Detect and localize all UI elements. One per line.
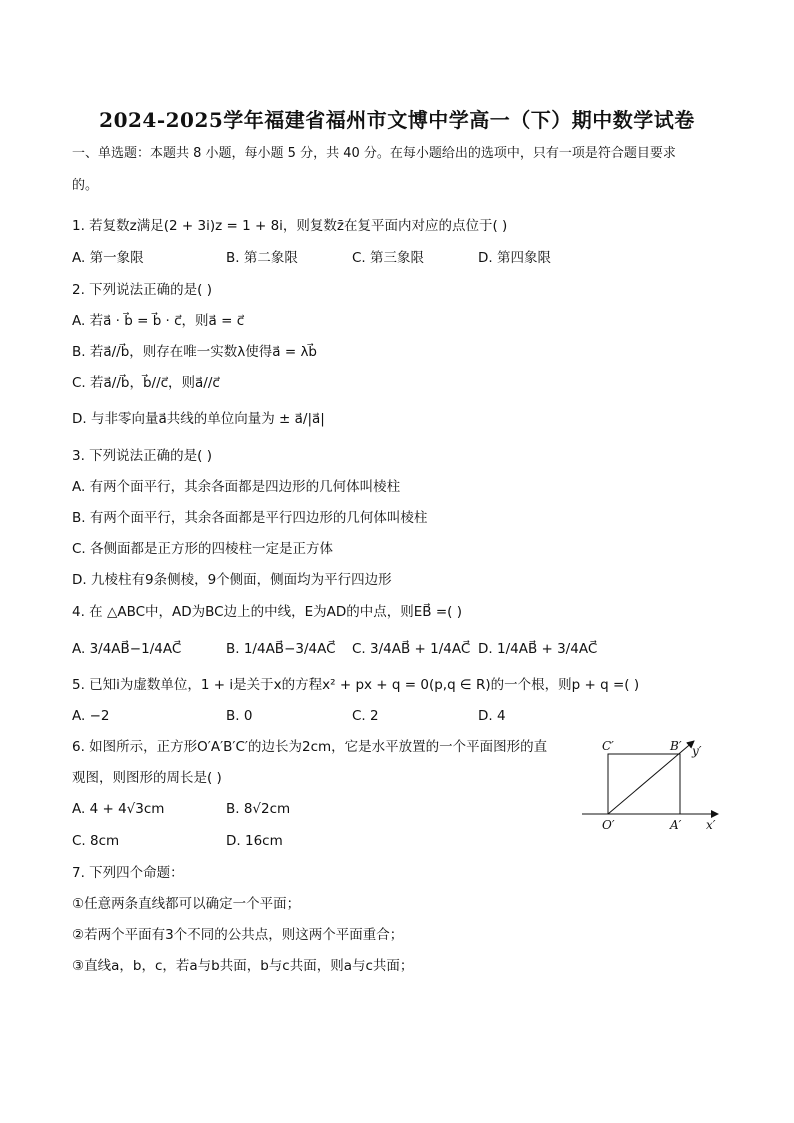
exam-title: 2024-2025学年福建省福州市文博中学高一（下）期中数学试卷 (99, 108, 695, 132)
label-x: x′ (706, 818, 716, 832)
question-6-stem: 6. 如图所示，正方形O′A′B′C′的边长为2cm，它是水平放置的一个平面图形的直 (72, 739, 548, 755)
question-7-stem: 7. 下列四个命题： (72, 865, 184, 881)
question-3-stem: 3. 下列说法正确的是( ) (72, 448, 212, 464)
label-a: A′ (670, 818, 682, 832)
question-6-stem-cont: 观图，则图形的周长是( ) (72, 770, 222, 786)
label-y: y′ (692, 744, 702, 758)
q2-option-d: D. 与非零向量a⃗共线的单位向量为 ± a⃗/|a⃗| (72, 411, 325, 427)
q4-option-d: D. 1/4AB⃗ + 3/4AC⃗ (478, 641, 598, 657)
question-2-stem: 2. 下列说法正确的是( ) (72, 282, 212, 298)
section-header: 一、单选题：本题共 8 小题，每小题 5 分，共 40 分。在每小题给出的选项中，只有一项是符合题目要求 (72, 146, 676, 161)
q4-option-c: C. 3/4AB⃗ + 1/4AC⃗ (352, 641, 471, 657)
q6-figure-square-diagram (578, 733, 728, 843)
q2-option-c: C. 若a⃗//b⃗，b⃗//c⃗，则a⃗//c⃗ (72, 375, 220, 391)
section-header-cont: 的。 (72, 178, 99, 193)
label-c: C′ (602, 739, 614, 753)
question-4-stem: 4. 在 △ABC中，AD为BC边上的中线，E为AD的中点，则EB⃗ =( ) (72, 604, 462, 620)
label-b: B′ (670, 739, 682, 753)
q3-option-b: B. 有两个面平行，其余各面都是平行四边形的几何体叫棱柱 (72, 510, 428, 526)
label-o: O′ (602, 818, 615, 832)
q5-option-c: C. 2 (352, 708, 379, 724)
q6-option-a: A. 4 + 4√3cm (72, 801, 165, 817)
q1-option-d: D. 第四象限 (478, 250, 551, 266)
question-5-stem: 5. 已知i为虚数单位，1 + i是关于x的方程x² + px + q = 0(p,q ∈ R)的一个根，则p + q =( ) (72, 677, 640, 693)
q6-option-b: B. 8√2cm (226, 801, 291, 817)
q6-option-d: D. 16cm (226, 833, 283, 849)
q5-option-b: B. 0 (226, 708, 253, 724)
q7-item-1: ①任意两条直线都可以确定一个平面； (72, 896, 301, 912)
q5-option-a: A. −2 (72, 708, 110, 724)
q3-option-c: C. 各侧面都是正方形的四棱柱一定是正方体 (72, 541, 334, 557)
q1-option-a: A. 第一象限 (72, 250, 144, 266)
q3-option-a: A. 有两个面平行，其余各面都是四边形的几何体叫棱柱 (72, 479, 401, 495)
q5-option-d: D. 4 (478, 708, 506, 724)
q1-option-c: C. 第三象限 (352, 250, 425, 266)
q4-option-b: B. 1/4AB⃗−3/4AC⃗ (226, 641, 336, 657)
q3-option-d: D. 九棱柱有9条侧棱，9个侧面，侧面均为平行四边形 (72, 572, 392, 588)
q7-item-3: ③直线a，b，c，若a与b共面，b与c共面，则a与c共面； (72, 958, 414, 974)
q6-option-c: C. 8cm (72, 833, 120, 849)
question-1-stem: 1. 若复数z满足(2 + 3i)z = 1 + 8i，则复数z̄在复平面内对应的点位于( ) (72, 218, 508, 234)
q1-option-b: B. 第二象限 (226, 250, 298, 266)
q2-option-b: B. 若a⃗//b⃗，则存在唯一实数λ使得a⃗ = λb⃗ (72, 344, 317, 360)
q2-option-a: A. 若a⃗ · b⃗ = b⃗ · c⃗，则a⃗ = c⃗ (72, 313, 245, 329)
q4-option-a: A. 3/4AB⃗−1/4AC⃗ (72, 641, 182, 657)
q7-item-2: ②若两个平面有3个不同的公共点，则这两个平面重合； (72, 927, 404, 943)
